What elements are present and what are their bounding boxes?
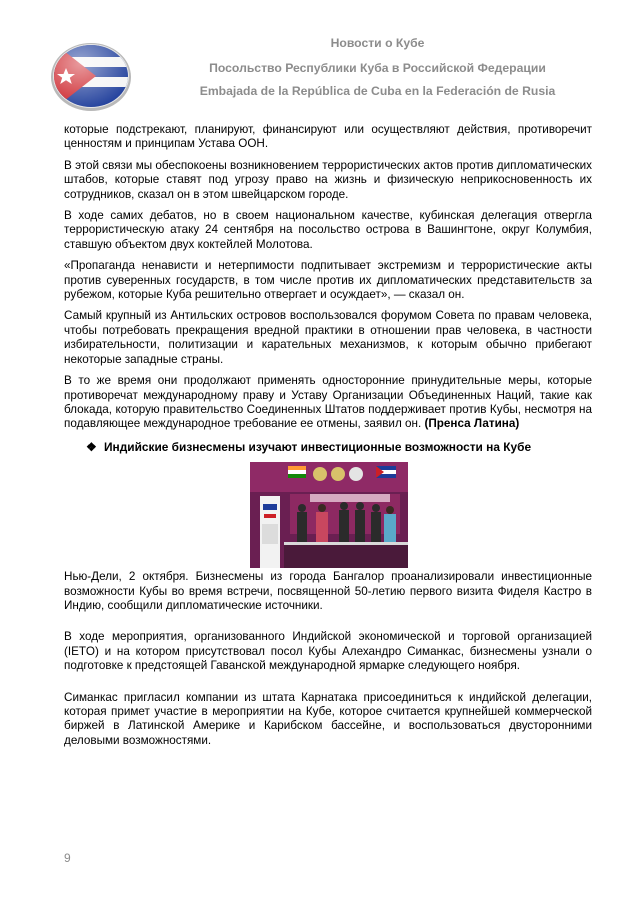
- paragraph: Симанкас пригласил компании из штата Карнатака присоединиться к индийской делегации, которая примет участие в мероприятии на Кубе, которое считается крупнейшей коммерческой биржей в Латинской Америке и Карибском бассейне, и воспользоваться двусторонними деловыми возможностями.: [64, 690, 592, 747]
- paragraph: Самый крупный из Антильских островов воспользовался форумом Совета по правам человека, чтобы потребовать прекращения вредной практики в отношении прав человека, в частности избирательности, политизации и карательных механизмов, к которым обычно прибегают некоторые западные страны.: [64, 309, 592, 366]
- header-embassy-es: Embajada de la República de Cuba en la Federación de Rusia: [199, 84, 556, 98]
- spacer: [64, 620, 592, 630]
- paragraph: В ходе мероприятия, организованного Индийской экономической и торговой организацией (IETO) и на котором присутствовал посол Кубы Алехандро Симанкас, бизнесмены узнали о подготовке к предстоящей Гаванской международной ярмарке следующего ноября.: [64, 630, 592, 673]
- cuban-flag-logo: [50, 40, 132, 112]
- paragraph: [64, 374, 592, 432]
- paragraph: В ходе самих дебатов, но в своем национальном качестве, кубинская делегация отвергла террористическую атаку 24 сентября на посольство острова в Вашингтоне, округ Колумбия, ставшую объектом двух коктейлей Молотова.: [64, 209, 592, 251]
- photo-container: [64, 462, 592, 568]
- event-photo: [250, 462, 408, 568]
- paragraph: Нью-Дели, 2 октября. Бизнесмены из города Бангалор проанализировали инвестиционные возможности Кубы во время встречи, посвященной 50-летию первого визита Фиделя Кастро в Индию, сообщили дипломатические источники.: [64, 570, 592, 612]
- page-header: [0, 0, 641, 118]
- article-title: Индийские бизнесмены изучают инвестиционные возможности на Кубе: [104, 439, 532, 454]
- page-number: 9: [64, 851, 71, 865]
- header-embassy-ru: Посольство Республики Куба в Российской Федерации: [209, 61, 546, 75]
- diamond-bullet-icon: ❖: [86, 439, 97, 454]
- paragraph: «Пропаганда ненависти и нетерпимости подпитывает экстремизм и террористические акты против суверенных государств, в том числе против их дипломатических представительств за рубежом, которые Куба решительно отвергает и осуждает», — сказал он.: [64, 259, 592, 302]
- article-body: [64, 123, 592, 755]
- paragraph: которые подстрекают, планируют, финансируют или осуществляют действия, противоречит ценностям и принципам Устава ООН.: [64, 123, 592, 151]
- spacer: [64, 681, 592, 691]
- source-credit: (Пренса Латина): [424, 417, 520, 431]
- paragraph-text: В то же время они продолжают применять односторонние принудительные меры, которые противоречат международному праву и Уставу Организации Объединенных Наций, такие как блокада, которую правительство Соединенных Штатов поддерживает против Кубы, несмотря на подавляющее международное требование ее отмены, заявил он.: [64, 374, 592, 431]
- paragraph: В этой связи мы обеспокоены возникновением террористических актов против дипломатических штабов, которые ставят под угрозу право на жизнь и физическую неприкосновенность их сотрудников, сказал он в этом швейцарском городе.: [64, 158, 592, 201]
- article-heading: [64, 440, 592, 454]
- header-title: Новости о Кубе: [330, 36, 425, 50]
